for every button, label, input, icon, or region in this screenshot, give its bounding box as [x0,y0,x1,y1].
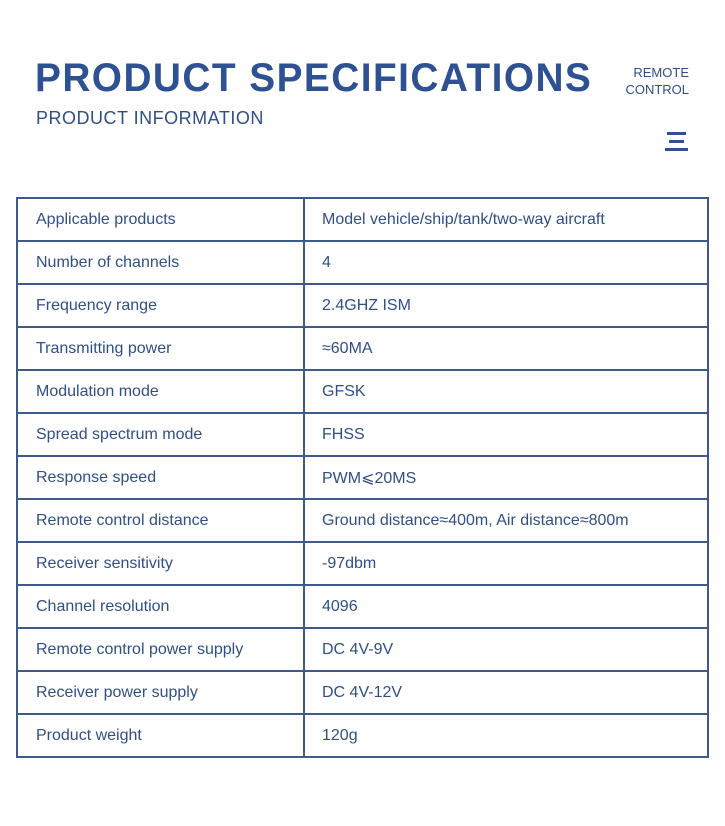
table-row [17,628,708,671]
spec-value: DC 4V-9V [304,628,708,671]
spec-value: ≈60MA [304,327,708,370]
table-row [17,542,708,585]
table-row [17,241,708,284]
spec-value: GFSK [304,370,708,413]
spec-label: Frequency range [17,284,304,327]
table-row [17,284,708,327]
spec-label: Transmitting power [17,327,304,370]
table-row [17,327,708,370]
spec-value: 4 [304,241,708,284]
spec-value: 120g [304,714,708,757]
spec-value: Model vehicle/ship/tank/two-way aircraft [304,198,708,241]
table-row [17,370,708,413]
spec-value: 4096 [304,585,708,628]
spec-value: 2.4GHZ ISM [304,284,708,327]
category-tag-line2: CONTROL [625,82,689,97]
table-row [17,413,708,456]
spec-label: Receiver sensitivity [17,542,304,585]
menu-icon [665,132,688,152]
table-row [17,671,708,714]
page-subtitle: PRODUCT INFORMATION [36,108,264,128]
spec-label: Product weight [17,714,304,757]
spec-label: Remote control power supply [17,628,304,671]
table-row [17,456,708,499]
spec-value: PWM⩽20MS [304,456,708,499]
spec-table [16,197,709,758]
spec-label: Receiver power supply [17,671,304,714]
table-row [17,499,708,542]
table-row [17,585,708,628]
spec-value: FHSS [304,413,708,456]
spec-label: Response speed [17,456,304,499]
spec-label: Number of channels [17,241,304,284]
spec-label: Applicable products [17,198,304,241]
page-title: PRODUCT SPECIFICATIONS [35,56,593,100]
spec-label: Modulation mode [17,370,304,413]
table-row [17,714,708,757]
spec-label: Channel resolution [17,585,304,628]
table-row [17,198,708,241]
spec-value: -97dbm [304,542,708,585]
category-tag-line1: REMOTE [633,65,689,80]
spec-value: DC 4V-12V [304,671,708,714]
spec-label: Spread spectrum mode [17,413,304,456]
spec-value: Ground distance≈400m, Air distance≈800m [304,499,708,542]
category-tag [625,64,689,98]
spec-label: Remote control distance [17,499,304,542]
